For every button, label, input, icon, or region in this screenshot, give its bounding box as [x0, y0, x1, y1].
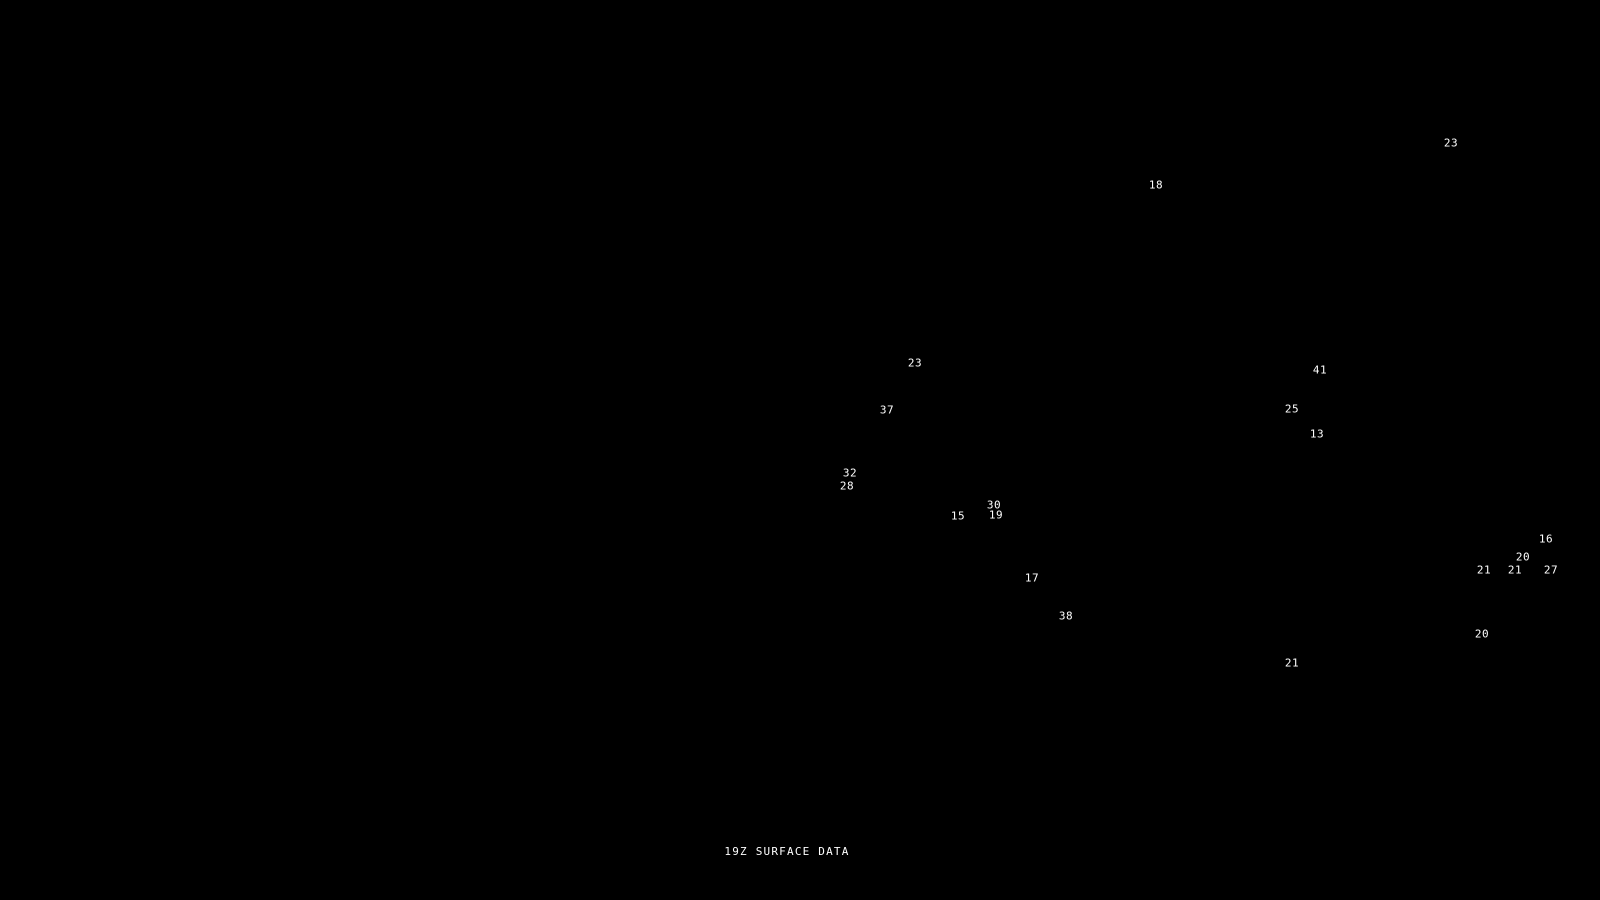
- station-observation: 20: [1474, 627, 1490, 641]
- station-observation: 38: [1058, 609, 1074, 623]
- station-observation: 21: [1507, 563, 1523, 577]
- station-observation: 30: [986, 498, 1002, 512]
- station-observation: 15: [950, 509, 966, 523]
- station-observation: 37: [879, 403, 895, 417]
- station-observation: 25: [1284, 402, 1300, 416]
- station-observation: 17: [1024, 571, 1040, 585]
- station-observation: 23: [1443, 136, 1459, 150]
- station-observation: 28: [839, 479, 855, 493]
- station-observation: 21: [1476, 563, 1492, 577]
- station-observation: 19: [988, 508, 1004, 522]
- station-observation: 16: [1538, 532, 1554, 546]
- station-observation: 13: [1309, 427, 1325, 441]
- station-observation: 18: [1148, 178, 1164, 192]
- station-observation: 20: [1515, 550, 1531, 564]
- station-observation: 21: [1284, 656, 1300, 670]
- station-observation: 32: [842, 466, 858, 480]
- station-observation: 23: [907, 356, 923, 370]
- station-observation: 27: [1543, 563, 1559, 577]
- map-title: 19Z SURFACE DATA: [724, 845, 850, 858]
- station-observation: 41: [1312, 363, 1328, 377]
